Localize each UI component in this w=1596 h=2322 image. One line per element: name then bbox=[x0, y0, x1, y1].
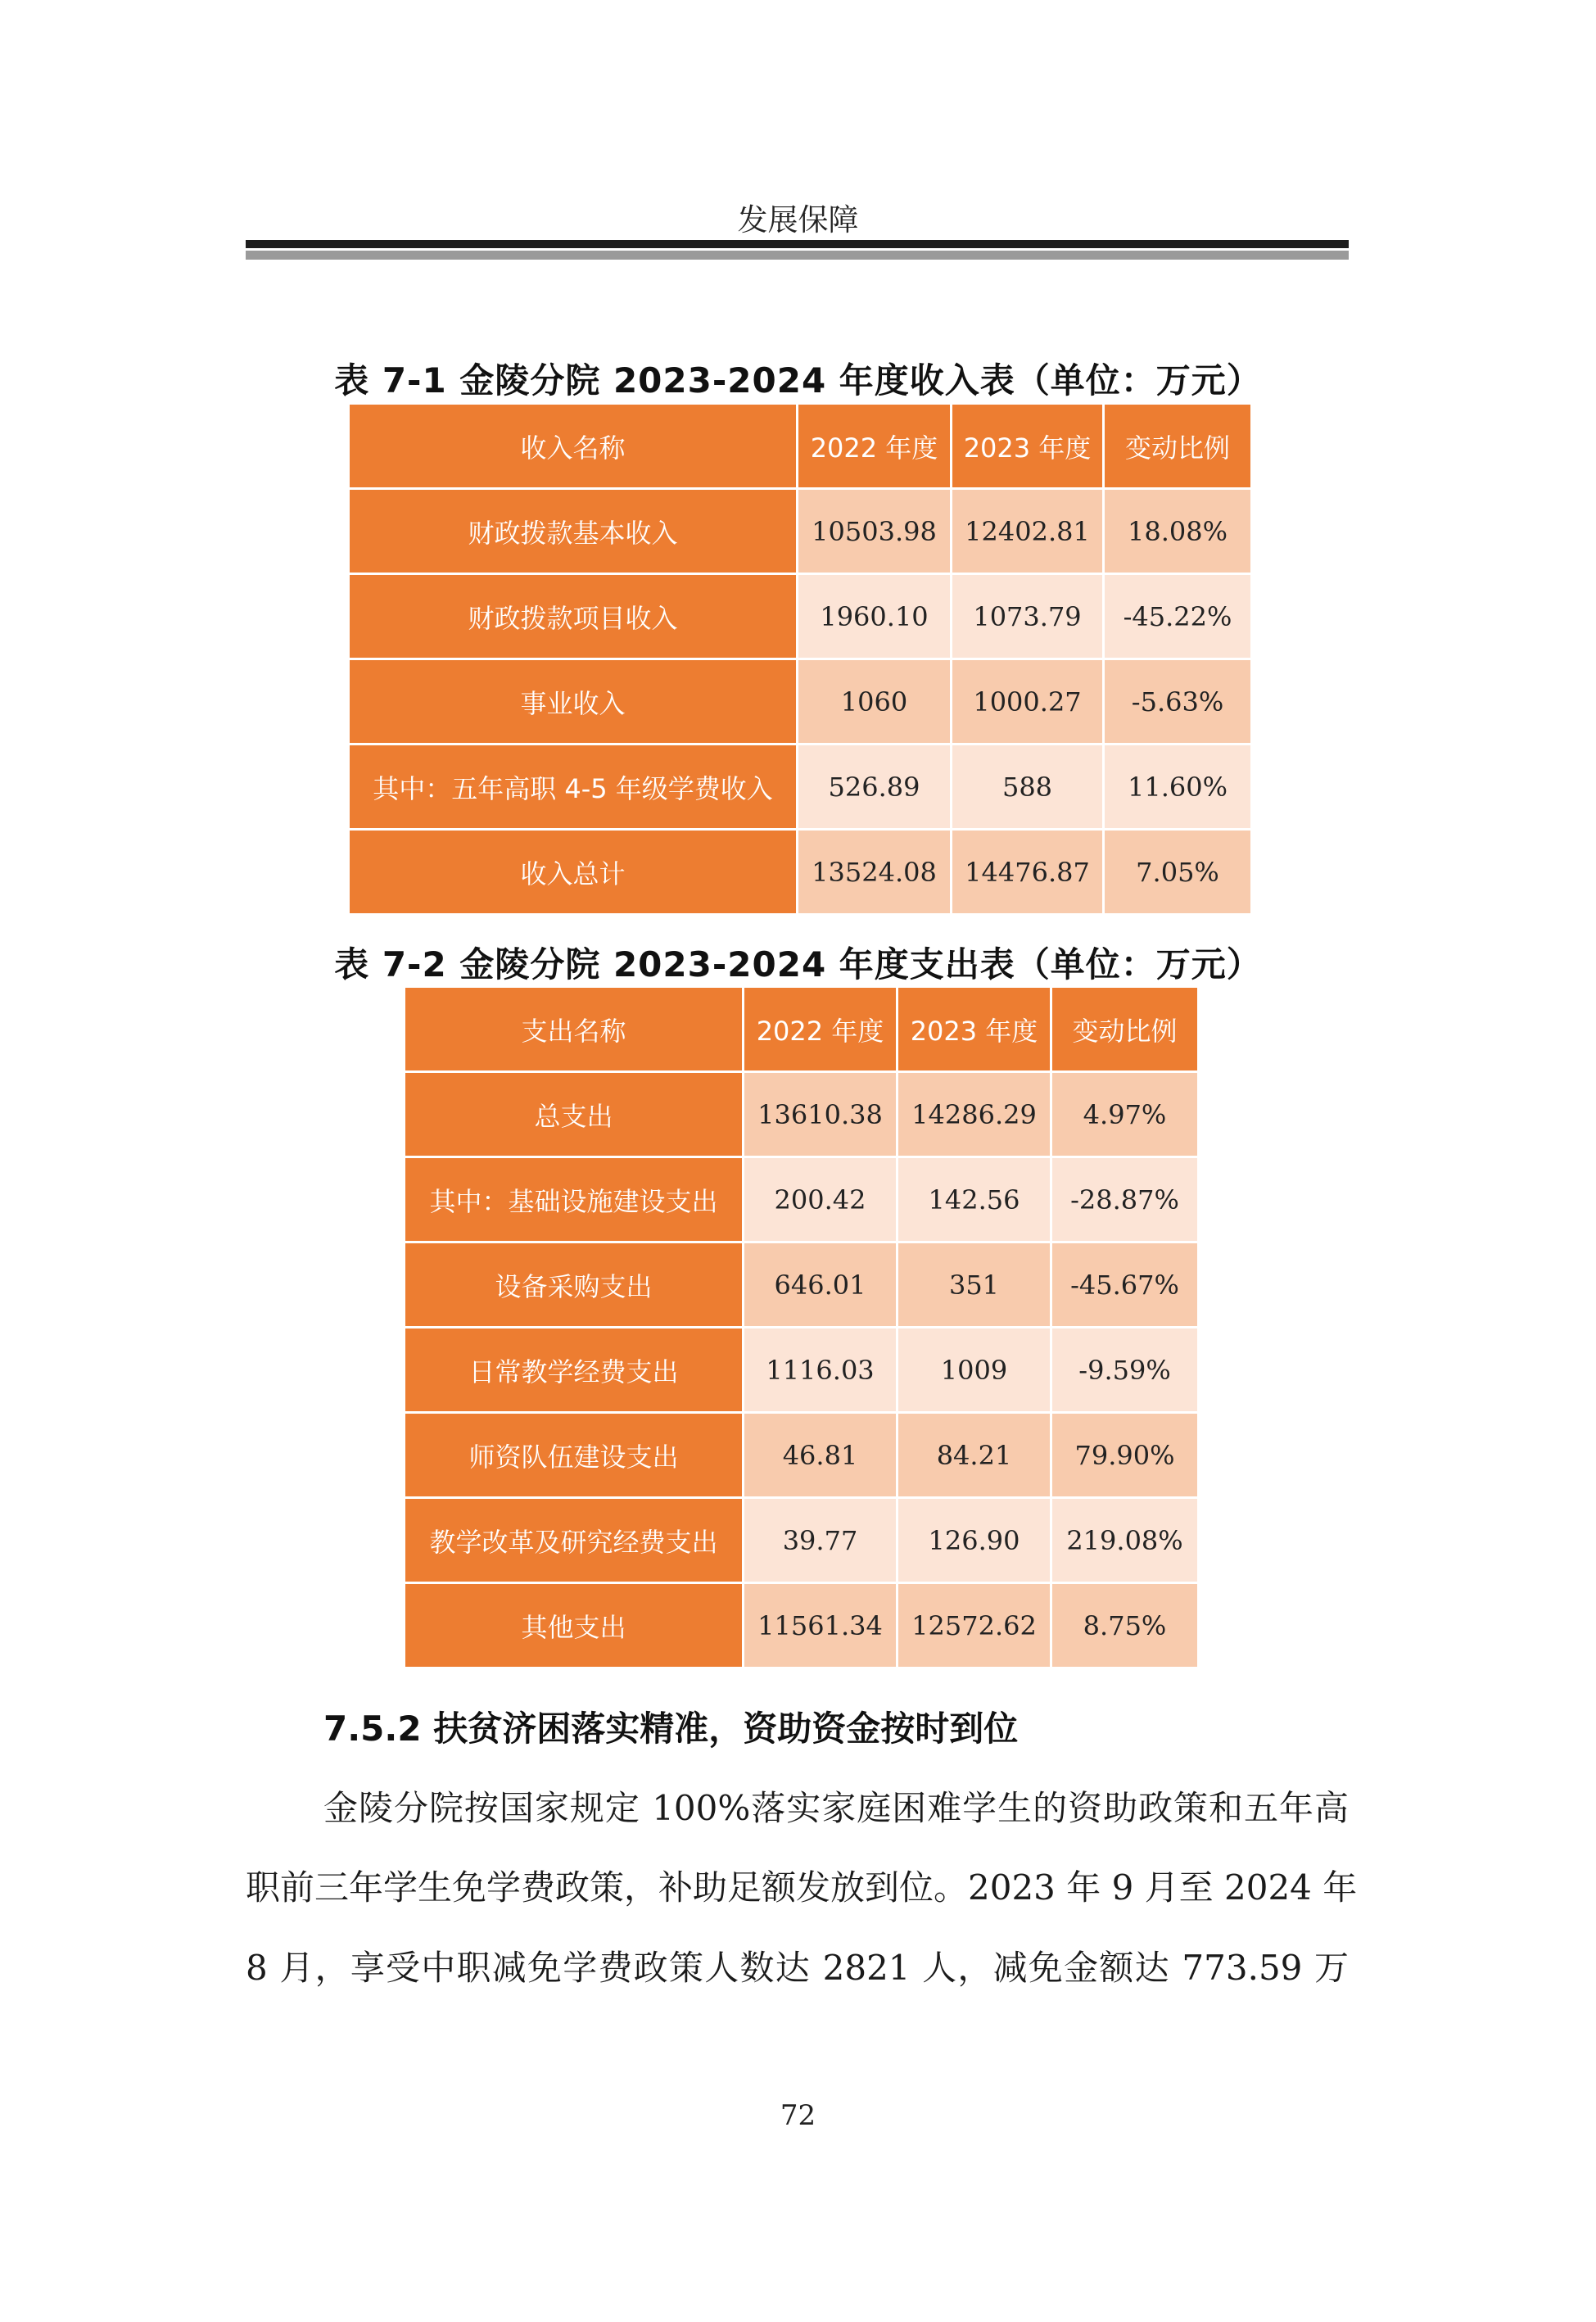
value-2023-cell: 14286.29 bbox=[897, 1072, 1051, 1157]
running-header: 发展保障 bbox=[737, 202, 859, 238]
row-name-cell: 财政拨款项目收入 bbox=[349, 574, 798, 659]
value-2022-cell: 10503.98 bbox=[798, 489, 952, 574]
row-name-cell: 其中：五年高职 4-5 年级学费收入 bbox=[349, 745, 798, 830]
row-name-cell: 其中：基础设施建设支出 bbox=[405, 1157, 744, 1242]
header-rule-gray bbox=[246, 251, 1349, 260]
value-2022-cell: 200.42 bbox=[744, 1157, 897, 1242]
value-2022-cell: 1060 bbox=[798, 659, 952, 745]
expense-table-caption: 表 7-2 金陵分院 2023-2024 年度支出表（单位：万元） bbox=[334, 944, 1262, 984]
value-2023-cell: 351 bbox=[897, 1242, 1051, 1328]
table-row bbox=[405, 1413, 1199, 1498]
table-row bbox=[405, 1242, 1199, 1328]
table-row bbox=[349, 745, 1252, 830]
column-header: 2022 年度 bbox=[798, 404, 952, 489]
column-header: 2023 年度 bbox=[897, 987, 1051, 1072]
value-2023-cell: 142.56 bbox=[897, 1157, 1051, 1242]
change-cell: 8.75% bbox=[1051, 1583, 1199, 1668]
change-cell: -45.22% bbox=[1104, 574, 1252, 659]
change-cell: -28.87% bbox=[1051, 1157, 1199, 1242]
value-2023-cell: 1000.27 bbox=[952, 659, 1104, 745]
value-2022-cell: 1960.10 bbox=[798, 574, 952, 659]
paragraph-line: 金陵分院按国家规定 100%落实家庭困难学生的资助政策和五年高 bbox=[323, 1788, 1349, 1828]
value-2022-cell: 1116.03 bbox=[744, 1328, 897, 1413]
value-2023-cell: 12402.81 bbox=[952, 489, 1104, 574]
change-cell: -45.67% bbox=[1051, 1242, 1199, 1328]
table-row bbox=[405, 1157, 1199, 1242]
column-header: 2022 年度 bbox=[744, 987, 897, 1072]
expense-table bbox=[403, 985, 1200, 1669]
change-cell: 11.60% bbox=[1104, 745, 1252, 830]
table-row bbox=[405, 1072, 1199, 1157]
value-2023-cell: 12572.62 bbox=[897, 1583, 1051, 1668]
change-cell: 18.08% bbox=[1104, 489, 1252, 574]
change-cell: -9.59% bbox=[1051, 1328, 1199, 1413]
row-name-cell: 总支出 bbox=[405, 1072, 744, 1157]
change-cell: -5.63% bbox=[1104, 659, 1252, 745]
change-cell: 4.97% bbox=[1051, 1072, 1199, 1157]
table-row bbox=[349, 830, 1252, 915]
row-name-cell: 其他支出 bbox=[405, 1583, 744, 1668]
table-row bbox=[349, 574, 1252, 659]
value-2023-cell: 588 bbox=[952, 745, 1104, 830]
column-header: 收入名称 bbox=[349, 404, 798, 489]
expense-table-header-row bbox=[405, 987, 1199, 1072]
value-2022-cell: 46.81 bbox=[744, 1413, 897, 1498]
row-name-cell: 设备采购支出 bbox=[405, 1242, 744, 1328]
value-2022-cell: 13610.38 bbox=[744, 1072, 897, 1157]
value-2022-cell: 646.01 bbox=[744, 1242, 897, 1328]
change-cell: 7.05% bbox=[1104, 830, 1252, 915]
value-2023-cell: 1009 bbox=[897, 1328, 1051, 1413]
column-header: 支出名称 bbox=[405, 987, 744, 1072]
header-rule-dark bbox=[246, 240, 1349, 248]
column-header: 变动比例 bbox=[1051, 987, 1199, 1072]
column-header: 2023 年度 bbox=[952, 404, 1104, 489]
table-row bbox=[405, 1498, 1199, 1583]
value-2023-cell: 84.21 bbox=[897, 1413, 1051, 1498]
row-name-cell: 收入总计 bbox=[349, 830, 798, 915]
value-2022-cell: 13524.08 bbox=[798, 830, 952, 915]
value-2023-cell: 14476.87 bbox=[952, 830, 1104, 915]
income-table-caption: 表 7-1 金陵分院 2023-2024 年度收入表（单位：万元） bbox=[334, 360, 1262, 401]
change-cell: 79.90% bbox=[1051, 1413, 1199, 1498]
paragraph-line: 8 月，享受中职减免学费政策人数达 2821 人，减免金额达 773.59 万 bbox=[246, 1948, 1349, 1988]
change-cell: 219.08% bbox=[1051, 1498, 1199, 1583]
row-name-cell: 事业收入 bbox=[349, 659, 798, 745]
table-row bbox=[349, 489, 1252, 574]
value-2022-cell: 526.89 bbox=[798, 745, 952, 830]
row-name-cell: 日常教学经费支出 bbox=[405, 1328, 744, 1413]
table-row bbox=[349, 659, 1252, 745]
value-2022-cell: 11561.34 bbox=[744, 1583, 897, 1668]
column-header: 变动比例 bbox=[1104, 404, 1252, 489]
value-2023-cell: 1073.79 bbox=[952, 574, 1104, 659]
value-2023-cell: 126.90 bbox=[897, 1498, 1051, 1583]
paragraph-line: 职前三年学生免学费政策，补助足额发放到位。2023 年 9 月至 2024 年 bbox=[246, 1867, 1358, 1908]
table-row bbox=[405, 1328, 1199, 1413]
row-name-cell: 师资队伍建设支出 bbox=[405, 1413, 744, 1498]
income-table-header-row bbox=[349, 404, 1252, 489]
section-heading: 7.5.2 扶贫济困落实精准，资助资金按时到位 bbox=[323, 1709, 1019, 1749]
row-name-cell: 财政拨款基本收入 bbox=[349, 489, 798, 574]
row-name-cell: 教学改革及研究经费支出 bbox=[405, 1498, 744, 1583]
income-table bbox=[347, 402, 1253, 916]
table-row bbox=[405, 1583, 1199, 1668]
page-number: 72 bbox=[780, 2099, 816, 2132]
value-2022-cell: 39.77 bbox=[744, 1498, 897, 1583]
